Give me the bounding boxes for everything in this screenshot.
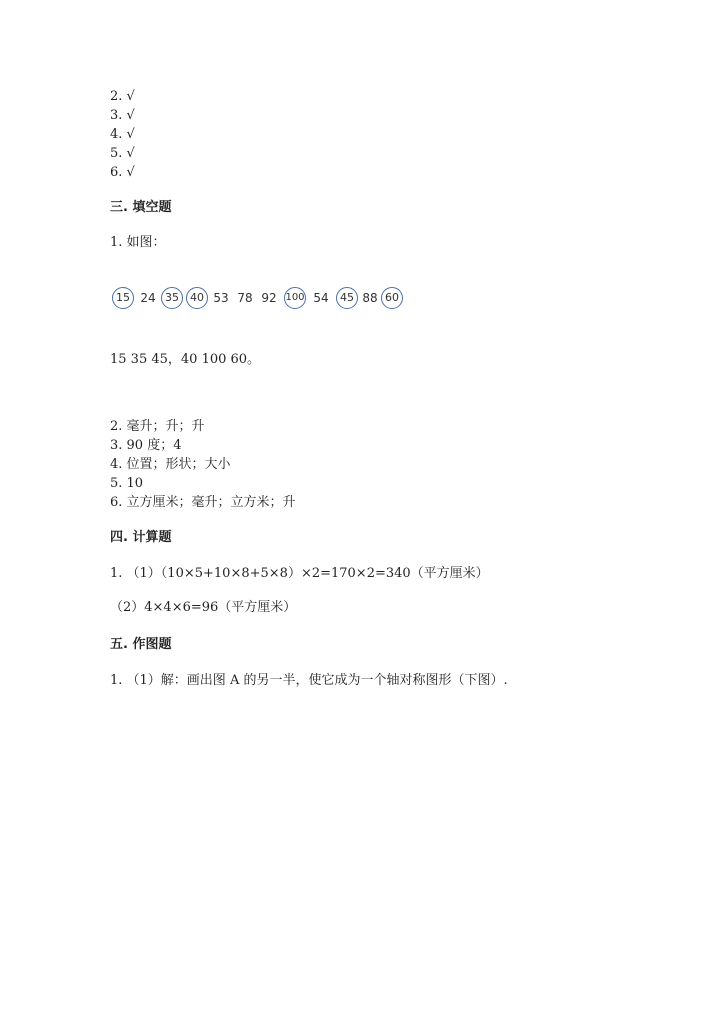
fill-answer-5: 5. 10	[110, 476, 144, 491]
number-item: 24	[140, 291, 156, 305]
number-item: 40	[186, 287, 208, 309]
number-item: 60	[381, 287, 403, 309]
fill-answer-3: 3. 90 度；4	[110, 438, 182, 453]
judge-answer-4: 4. √	[110, 127, 135, 142]
number-item: 92	[261, 291, 277, 305]
calc-answer-1: 1. （1）（10×5+10×8+5×8）×2=170×2=340（平方厘米）	[110, 566, 489, 581]
fill-answer-4: 4. 位置；形状；大小	[110, 457, 231, 472]
number-item: 54	[313, 291, 329, 305]
fill-q1-answer: 15 35 45，40 100 60。	[110, 352, 261, 367]
judge-answer-2: 2. √	[110, 89, 135, 104]
number-item: 100	[284, 287, 306, 309]
section-5-heading: 五. 作图题	[110, 637, 172, 652]
judge-answer-5: 5. √	[110, 146, 135, 161]
judge-answer-6: 6. √	[110, 165, 135, 180]
fill-answer-2: 2. 毫升；升；升	[110, 419, 205, 434]
section-3-heading: 三. 填空题	[110, 200, 172, 215]
number-item: 45	[336, 287, 358, 309]
number-item: 35	[161, 287, 183, 309]
number-item: 15	[112, 287, 134, 309]
drawing-answer-1: 1. （1）解：画出图 A 的另一半，使它成为一个轴对称图形（下图）.	[110, 673, 508, 688]
number-item: 88	[362, 291, 378, 305]
number-item: 78	[237, 291, 253, 305]
fill-answer-6: 6. 立方厘米；毫升；立方米；升	[110, 495, 296, 510]
fill-q1-label: 1. 如图：	[110, 235, 166, 250]
judge-answer-3: 3. √	[110, 108, 135, 123]
number-item: 53	[213, 291, 229, 305]
section-4-heading: 四. 计算题	[110, 530, 172, 545]
calc-answer-2: （2）4×4×6=96（平方厘米）	[110, 600, 297, 615]
number-row	[112, 287, 532, 311]
